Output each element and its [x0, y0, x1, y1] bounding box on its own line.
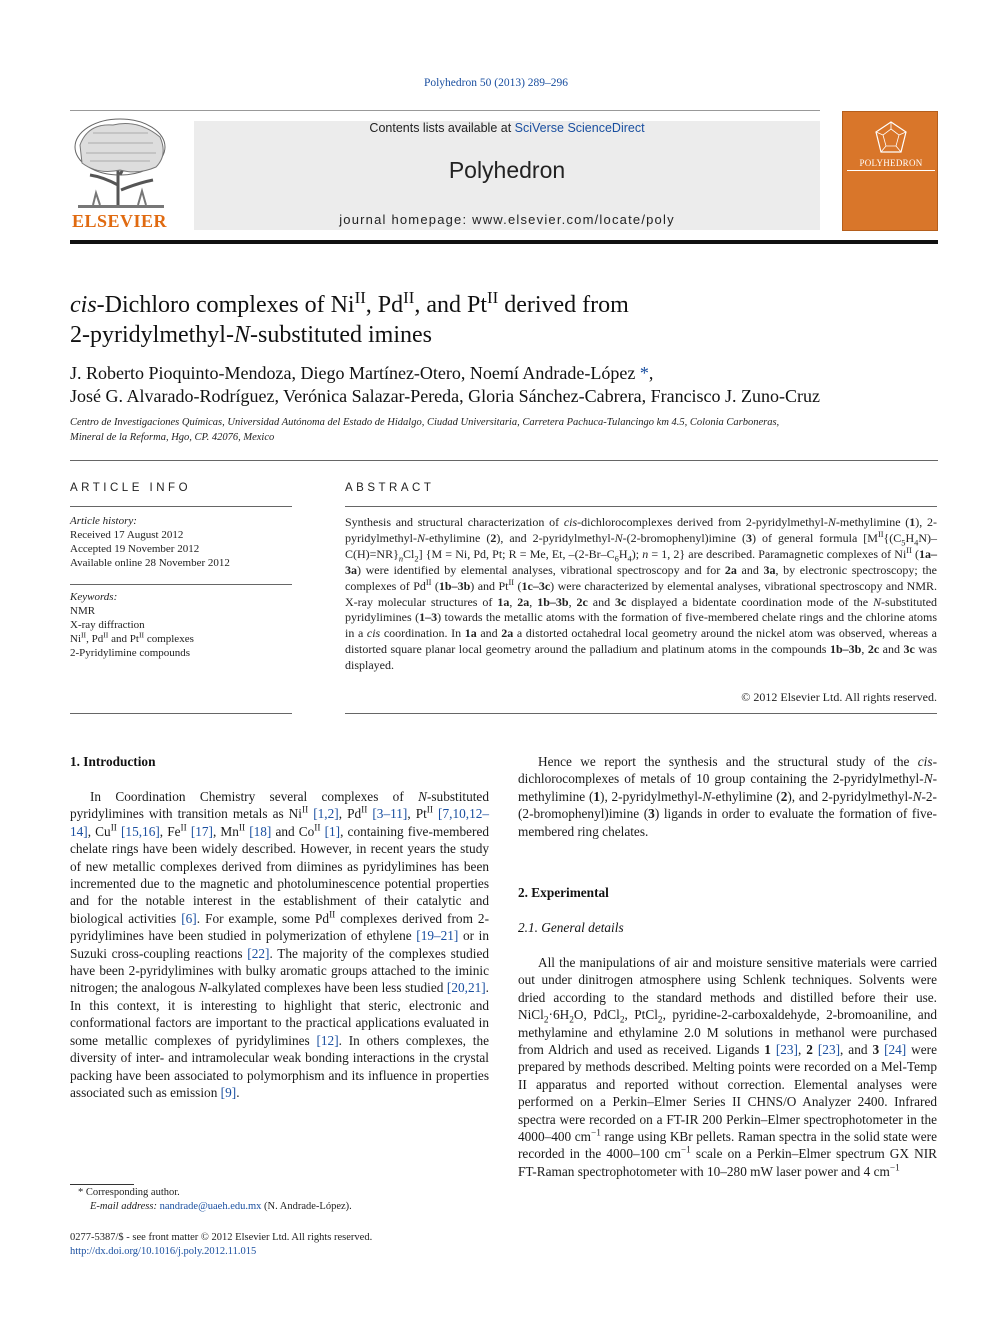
email-label: E-mail address:: [90, 1201, 157, 1212]
homepage-url[interactable]: www.elsevier.com/locate/poly: [472, 212, 675, 227]
title-part: -substituted imines: [249, 322, 432, 348]
intro-continued: Hence we report the synthesis and the structural study of the cis-dichlorocomplexes of metals of 10 group containing the 2-pyridylmethyl-N-methylimine (1), 2-pyridylmethyl-N-ethylimine (2), and 2-pyridylmethyl-N-2-(2-bromophenyl)imine (3) ligands in order to evaluate the formation of five-membered ring chelates.: [518, 754, 937, 839]
article-history: [70, 514, 292, 570]
sciencedirect-link[interactable]: SciVerse ScienceDirect: [514, 121, 645, 135]
title-sup: II: [487, 288, 499, 307]
corresponding-author-marker[interactable]: *: [635, 363, 649, 383]
history-label: Article history:: [70, 515, 137, 527]
front-matter-note: [70, 1231, 489, 1259]
cover-title: POLYHEDRON: [859, 158, 923, 168]
authors-line: ,: [648, 363, 654, 383]
experimental-heading: 2. Experimental: [518, 885, 609, 900]
corresponding-author-label: * Corresponding author.: [78, 1187, 180, 1198]
polyhedron-icon: [873, 120, 909, 156]
email-link[interactable]: nandrade@uaeh.edu.mx: [159, 1201, 262, 1212]
journal-homepage: [194, 212, 820, 227]
article-info-label: ARTICLE INFO: [70, 482, 192, 494]
title-part: , and Pt: [414, 292, 488, 318]
title-part: 2-pyridylmethyl-: [70, 322, 234, 348]
keyword: $Ni^{II}$, $Pd^{II}$ and $Pt^{II}$ complexes: [70, 630, 194, 645]
journal-citation[interactable]: Polyhedron 50 (2013) 289–296: [423, 77, 569, 89]
journal-cover: [842, 111, 938, 231]
keywords-label: Keywords:: [70, 591, 118, 603]
journal-name: Polyhedron: [448, 157, 566, 183]
keyword: X-ray diffraction: [70, 619, 145, 631]
title-cis: cis: [70, 292, 97, 318]
rule: [70, 506, 292, 507]
abstract-text: Synthesis and structural characterization of cis-dichlorocomplexes derived from 2-pyridylmethyl-N-methylimine (1), 2-pyridylmethyl-N-ethylimine (2), and 2-pyridylmethyl-N-(2-bromophenyl)imine (3) of general formula $[M^{II}\{(C_5H_4N)-C(H)=NR\}_nCl_2] \{M = Ni$, Pd, Pt; R = Me, Et, $-(2-Br-C_6H_4)$; n = 1, 2} are described. Paramagnetic complexes of $Ni^{II}$ (1a–3a) were identified by elemental analyses, vibrational spectroscopy and for 2a and 3a, by electronic spectroscopy; the complexes of $Pd^{II}$ (1b–3b) and $Pt^{II}$ (1c–3c) were characterized by elemental analyses, vibrational spectroscopy and NMR. X-ray molecular structures of 1a, 2a, 1b–3b, 2c and 3c displayed a bidentate coordination mode of the N-substituted pyridylimines (1–3) towards the metallic atoms with the formation of five-membered chelate rings and the chlorine atoms in a cis coordination. In 1a and 2a a distorted octahedral local geometry around the nickel atom was observed, whereas a distorted square planar local geometry around the palladium and platinum atoms in the compounds 1b–3b, 2c and 3c was displayed.: [345, 515, 938, 673]
corresponding-note: [78, 1186, 488, 1214]
general-details-text: All the manipulations of air and moisture sensitive materials were carried out under dinitrogen atmosphere using Schlenk techniques. Solvents were dried according to the standard methods and distilled before their use. $NiCl_2\cdot 6H_2O$, PdCl$_2$, PtCl$_2$, pyridine-2-carboxaldehyde, 2-bromoaniline, and methylamine and ethylamine 2.0 M solutions in methanol were purchased from Aldrich and used as received. Ligands 1 [23], 2 [23], and 3 [24] were prepared by methods described. Melting points were recorded on a Mel-Temp II apparatus and reported without correction. Elemental analyses were performed on a Perkin–Elmer Series II CHNS/O Analyzer 2400. Infrared spectra were recorded on a FT-IR 200 Perkin–Elmer spectrophotometer in the 4000–400 $cm^{-1}$ range using KBr pellets. Raman spectra in the solid state were recorded in the 4000–100 $cm^{-1}$ scale on a Perkin–Elmer spectrum GX NIR FT-Raman spectrophotometer with 10–280 mW laser power and 4 $cm^{-1}$: [518, 955, 938, 1179]
title-part: derived from: [498, 292, 629, 318]
abstract-copyright: © 2012 Elsevier Ltd. All rights reserved.: [741, 690, 937, 704]
elsevier-wordmark: ELSEVIER: [72, 211, 168, 231]
affiliation: [70, 416, 938, 445]
intro-text: In Coordination Chemistry several complexes of N-substituted pyridylimines with transition metals as $Ni^{II}$ [1,2], $Pd^{II}$ [3–11], $Pt^{II}$ [7,10,12–14], $Cu^{II}$ [15,16], $Fe^{II}$ [17], $Mn^{II}$ [18] and $Co^{II}$ [1], containing five-membered chelate rings have been widely described. However, in recent years the study of new metallic complexes derived from diimines as pyridylimines has been incremented due to the magnetic and photoluminescence potential properties and for the notable interest in the establishment of their catalytic and biological activities [6]. For example, some $Pd^{II}$ complexes derived from 2-pyridylimines have been studied in polymerization of ethylene [19–21] or in Suzuki cross-coupling reactions [22]. The majority of the complexes studied have been 2-pyridylimines with bulky aromatic groups attached to the iminic nitrogen; the analogous N-alkylated complexes have been less studied [20,21]. In this context, it is interesting to highlight that steric, electronic and conformational factors are important to the practical applications evaluated in some metallic complexes of pyridylimines [12]. In others complexes, the diversity of inter- and intramolecular weak bonding interactions in the crystal packing have been associated to polymorphism and its influence in properties associated such as emission [9].: [70, 789, 490, 1100]
header-rule: [70, 110, 820, 111]
homepage-prefix: journal homepage:: [339, 212, 473, 227]
date-received: Received 17 August 2012: [70, 529, 184, 541]
rule: [345, 713, 937, 714]
keyword: NMR: [70, 605, 96, 617]
keyword: 2-Pyridylimine compounds: [70, 647, 191, 659]
rule: [345, 506, 937, 507]
contents-line: [194, 121, 820, 135]
contents-prefix: Contents lists available at: [369, 121, 515, 135]
title-sup: II: [354, 288, 366, 307]
title-part: N: [233, 322, 250, 348]
affiliation-line: Mineral de la Reforma, Hgo, CP. 42076, Mexico: [70, 431, 275, 443]
title-sup: II: [403, 288, 415, 307]
affiliation-line: Centro de Investigaciones Químicas, Universidad Autónoma del Estado de Hidalgo, Ciudad Universitaria, Carretera Pachuca-Tulancingo km 4.5, Colonia Carboneras,: [70, 417, 780, 428]
title-part: , Pd: [365, 292, 404, 318]
author-list: [70, 362, 938, 408]
date-online: Available online 28 November 2012: [70, 557, 230, 569]
footnote-rule: [70, 1184, 134, 1185]
abstract-label: ABSTRACT: [345, 482, 435, 494]
issn-line: 0277-5387/$ - see front matter © 2012 Elsevier Ltd. All rights reserved.: [70, 1232, 373, 1243]
rule: [70, 584, 292, 585]
rule: [70, 713, 292, 714]
cover-rule: [847, 170, 935, 171]
intro-heading: 1. Introduction: [70, 754, 156, 769]
general-details-heading: 2.1. General details: [518, 920, 624, 935]
authors-line: José G. Alvarado-Rodríguez, Verónica Salazar-Pereda, Gloria Sánchez-Cabrera, Francisco J. Zuno-Cruz: [70, 386, 821, 406]
doi-link[interactable]: http://dx.doi.org/10.1016/j.poly.2012.11.015: [70, 1246, 257, 1257]
header-thick-rule: [70, 240, 938, 244]
title-part: -Dichloro complexes of Ni: [96, 292, 355, 318]
authors-line: J. Roberto Pioquinto-Mendoza, Diego Martínez-Otero, Noemí Andrade-López: [70, 363, 636, 383]
date-accepted: Accepted 19 November 2012: [70, 543, 200, 555]
rule: [70, 460, 938, 461]
keywords: [70, 590, 292, 660]
article-title: [70, 290, 930, 350]
email-name: (N. Andrade-López).: [261, 1201, 352, 1212]
